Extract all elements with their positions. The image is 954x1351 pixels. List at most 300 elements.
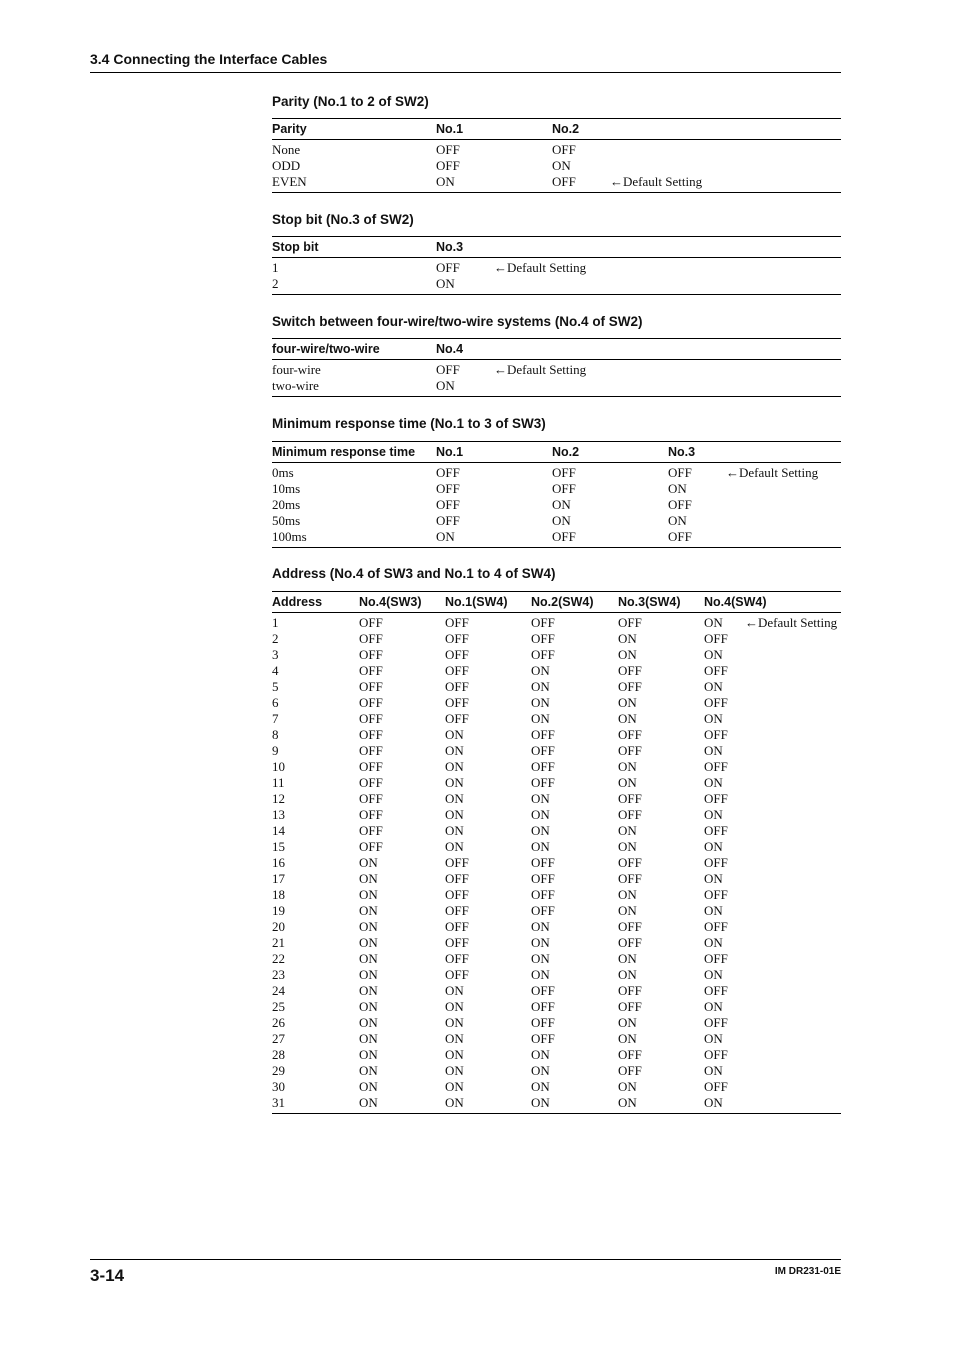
table-cell: ON bbox=[618, 631, 637, 646]
table-cell: ON bbox=[704, 1031, 723, 1046]
table-cell: 30 bbox=[272, 1079, 285, 1094]
table-cell: OFF bbox=[618, 679, 642, 694]
default-setting-note bbox=[745, 1079, 841, 1095]
table-cell: OFF bbox=[668, 465, 692, 480]
table-cell: OFF bbox=[436, 362, 460, 377]
table-cell: 100ms bbox=[272, 529, 436, 548]
table-cell: 2 bbox=[272, 276, 436, 295]
default-setting-note bbox=[745, 903, 841, 919]
table-cell: 26 bbox=[272, 1015, 285, 1030]
table-cell: ON bbox=[531, 839, 550, 854]
table-row bbox=[272, 663, 841, 679]
table-cell: OFF bbox=[436, 513, 460, 528]
table-cell: OFF bbox=[618, 983, 642, 998]
table-cell: OFF bbox=[552, 481, 576, 496]
table-cell: OFF bbox=[704, 951, 728, 966]
table-cell: 9 bbox=[272, 743, 279, 758]
table-cell: OFF bbox=[436, 158, 460, 173]
table-cell: 24 bbox=[272, 983, 285, 998]
table-cell: OFF bbox=[445, 935, 469, 950]
table-cell: ON bbox=[704, 1095, 745, 1114]
table-cell: OFF bbox=[445, 871, 469, 886]
table-cell: OFF bbox=[359, 711, 383, 726]
default-setting-note: ←Default Setting bbox=[745, 615, 838, 630]
table-cell: 20 bbox=[272, 919, 285, 934]
table-cell: OFF bbox=[704, 1015, 728, 1030]
table-row bbox=[272, 613, 841, 632]
column-header: Minimum response time bbox=[272, 442, 436, 463]
table-cell: 6 bbox=[272, 695, 279, 710]
table-cell: 21 bbox=[272, 935, 285, 950]
table-cell: ON bbox=[359, 1015, 378, 1030]
table-row bbox=[272, 775, 841, 791]
table-cell: ON bbox=[704, 615, 723, 630]
table-cell: OFF bbox=[618, 1047, 642, 1062]
table-cell: ON bbox=[445, 807, 464, 822]
table-cell: OFF bbox=[531, 631, 555, 646]
table-row bbox=[272, 887, 841, 903]
table-cell: ON bbox=[618, 967, 637, 982]
table-cell: ON bbox=[436, 378, 494, 397]
default-setting-note bbox=[745, 775, 841, 791]
table-cell: OFF bbox=[704, 631, 728, 646]
table-cell: 8 bbox=[272, 727, 279, 742]
table-cell: 5 bbox=[272, 679, 279, 694]
section-heading: 3.4 Connecting the Interface Cables bbox=[90, 51, 328, 67]
response-title: Minimum response time (No.1 to 3 of SW3) bbox=[272, 416, 546, 431]
table-cell: ON bbox=[531, 679, 550, 694]
table-cell: ON bbox=[436, 276, 494, 295]
column-header: No.4(SW4) bbox=[704, 592, 745, 613]
table-cell: ON bbox=[618, 903, 637, 918]
table-cell: 11 bbox=[272, 775, 285, 790]
table-row bbox=[272, 631, 841, 647]
default-setting-note bbox=[745, 1031, 841, 1047]
table-cell: 20ms bbox=[272, 497, 301, 512]
table-cell: ON bbox=[704, 871, 723, 886]
table-cell: OFF bbox=[552, 174, 610, 193]
default-setting-note bbox=[726, 529, 841, 548]
table-cell: 4 bbox=[272, 663, 279, 678]
page-header bbox=[90, 51, 841, 73]
table-cell: 25 bbox=[272, 999, 285, 1014]
table-cell: OFF bbox=[704, 791, 728, 806]
table-cell: ON bbox=[445, 1063, 464, 1078]
table-cell: OFF bbox=[704, 663, 728, 678]
default-setting-note bbox=[745, 807, 841, 823]
table-cell: ON bbox=[359, 1079, 378, 1094]
table-cell: OFF bbox=[704, 919, 728, 934]
table-cell: ON bbox=[618, 887, 637, 902]
table-cell: OFF bbox=[531, 871, 555, 886]
column-header: Address bbox=[272, 592, 359, 613]
header-row bbox=[272, 119, 841, 140]
column-header: No.1 bbox=[436, 442, 552, 463]
default-setting-note bbox=[745, 855, 841, 871]
default-setting-note bbox=[610, 158, 841, 174]
table-cell: ON bbox=[445, 1047, 464, 1062]
address-title: Address (No.4 of SW3 and No.1 to 4 of SW4) bbox=[272, 566, 556, 581]
table-cell: ON bbox=[704, 807, 723, 822]
table-cell: 22 bbox=[272, 951, 285, 966]
table-row bbox=[272, 276, 841, 295]
table-cell: ON bbox=[668, 513, 687, 528]
table-cell: OFF bbox=[359, 679, 383, 694]
default-setting-note bbox=[745, 1047, 841, 1063]
table-row bbox=[272, 378, 841, 397]
table-cell: ON bbox=[618, 775, 637, 790]
table-cell: 19 bbox=[272, 903, 285, 918]
table-cell: OFF bbox=[618, 807, 642, 822]
table-cell: OFF bbox=[618, 727, 642, 742]
table-cell: OFF bbox=[436, 142, 460, 157]
table-cell: OFF bbox=[618, 791, 642, 806]
table-cell: OFF bbox=[531, 855, 555, 870]
column-header: No.4(SW3) bbox=[359, 592, 445, 613]
table-cell: 13 bbox=[272, 807, 285, 822]
table-cell: ON bbox=[531, 951, 550, 966]
default-setting-note bbox=[745, 951, 841, 967]
default-setting-note bbox=[745, 839, 841, 855]
default-setting-note bbox=[745, 663, 841, 679]
table-cell: OFF bbox=[618, 999, 642, 1014]
table-cell: OFF bbox=[445, 679, 469, 694]
table-cell: 23 bbox=[272, 967, 285, 982]
table-cell: OFF bbox=[704, 983, 728, 998]
header-row bbox=[272, 339, 841, 360]
table-cell: ON bbox=[618, 951, 637, 966]
table-cell: OFF bbox=[618, 615, 642, 630]
table-row bbox=[272, 903, 841, 919]
table-cell: ON bbox=[531, 967, 550, 982]
page-footer bbox=[90, 1259, 841, 1285]
table-cell: 1 bbox=[272, 615, 279, 630]
table-cell: OFF bbox=[359, 647, 383, 662]
table-cell: ON bbox=[704, 743, 723, 758]
table-cell: ON bbox=[445, 1031, 464, 1046]
table-cell: OFF bbox=[445, 631, 469, 646]
table-cell: OFF bbox=[552, 529, 668, 548]
default-setting-note bbox=[745, 743, 841, 759]
table-cell: 14 bbox=[272, 823, 285, 838]
table-row bbox=[272, 647, 841, 663]
default-setting-note bbox=[745, 791, 841, 807]
table-cell: ON bbox=[618, 1095, 704, 1114]
table-cell: OFF bbox=[359, 631, 383, 646]
table-cell: 7 bbox=[272, 711, 279, 726]
default-setting-note bbox=[745, 711, 841, 727]
table-cell: ON bbox=[531, 663, 550, 678]
default-setting-note bbox=[745, 695, 841, 711]
table-cell: OFF bbox=[445, 695, 469, 710]
table-row bbox=[272, 140, 841, 159]
table-cell: four-wire bbox=[272, 362, 321, 377]
table-cell: ON bbox=[359, 887, 378, 902]
column-header: Stop bit bbox=[272, 237, 436, 258]
table-cell: OFF bbox=[436, 465, 460, 480]
stop-bit-table bbox=[272, 236, 841, 295]
table-cell: OFF bbox=[531, 1031, 555, 1046]
wire-table bbox=[272, 338, 841, 397]
table-cell: OFF bbox=[531, 775, 555, 790]
table-cell: ON bbox=[359, 983, 378, 998]
table-row bbox=[272, 727, 841, 743]
table-cell: OFF bbox=[704, 823, 728, 838]
table-cell: ON bbox=[359, 1095, 445, 1114]
column-header bbox=[494, 339, 841, 360]
table-cell: ON bbox=[359, 1063, 378, 1078]
header-row bbox=[272, 237, 841, 258]
table-row bbox=[272, 743, 841, 759]
table-cell: OFF bbox=[552, 142, 576, 157]
table-cell: ON bbox=[531, 1079, 550, 1094]
column-header: Parity bbox=[272, 119, 436, 140]
table-row bbox=[272, 258, 841, 277]
table-cell: ON bbox=[531, 807, 550, 822]
table-row bbox=[272, 529, 841, 548]
address-table bbox=[272, 591, 841, 1114]
table-cell: ON bbox=[552, 158, 571, 173]
default-setting-note bbox=[726, 497, 841, 513]
table-cell: ON bbox=[704, 839, 723, 854]
table-cell: ON bbox=[445, 727, 464, 742]
default-setting-note bbox=[726, 513, 841, 529]
response-table bbox=[272, 441, 841, 548]
table-row bbox=[272, 481, 841, 497]
table-row bbox=[272, 839, 841, 855]
table-cell: OFF bbox=[359, 839, 383, 854]
default-setting-note bbox=[745, 967, 841, 983]
table-row bbox=[272, 1095, 841, 1114]
table-row bbox=[272, 807, 841, 823]
table-cell: ON bbox=[445, 743, 464, 758]
table-cell: OFF bbox=[359, 775, 383, 790]
table-cell: EVEN bbox=[272, 174, 436, 193]
table-cell: ON bbox=[704, 679, 723, 694]
table-cell: ON bbox=[618, 823, 637, 838]
default-setting-note bbox=[745, 679, 841, 695]
table-cell: OFF bbox=[359, 663, 383, 678]
parity-title: Parity (No.1 to 2 of SW2) bbox=[272, 94, 429, 109]
table-cell: OFF bbox=[445, 663, 469, 678]
table-cell: ON bbox=[445, 839, 464, 854]
table-cell: OFF bbox=[445, 967, 469, 982]
table-cell: OFF bbox=[436, 497, 460, 512]
table-cell: OFF bbox=[359, 807, 383, 822]
table-cell: ON bbox=[531, 1095, 618, 1114]
table-cell: ON bbox=[359, 1031, 378, 1046]
table-cell: ON bbox=[618, 1079, 637, 1094]
table-cell: ON bbox=[445, 1015, 464, 1030]
default-setting-note bbox=[745, 999, 841, 1015]
table-cell: OFF bbox=[359, 727, 383, 742]
table-row bbox=[272, 967, 841, 983]
table-cell: OFF bbox=[359, 759, 383, 774]
table-cell: OFF bbox=[618, 871, 642, 886]
table-cell: ON bbox=[704, 935, 723, 950]
default-setting-note: ←Default Setting bbox=[494, 260, 587, 275]
table-cell: OFF bbox=[618, 743, 642, 758]
table-cell: OFF bbox=[445, 615, 469, 630]
default-setting-note bbox=[745, 935, 841, 951]
table-row bbox=[272, 711, 841, 727]
default-setting-note bbox=[745, 1063, 841, 1079]
table-cell: OFF bbox=[704, 1047, 728, 1062]
table-cell: ON bbox=[618, 839, 637, 854]
table-cell: OFF bbox=[445, 855, 469, 870]
table-cell: 10ms bbox=[272, 481, 301, 496]
default-setting-note bbox=[610, 140, 841, 159]
table-cell: OFF bbox=[704, 759, 728, 774]
table-cell: ON bbox=[552, 497, 571, 512]
table-cell: ON bbox=[531, 919, 550, 934]
table-cell: 12 bbox=[272, 791, 285, 806]
table-cell: OFF bbox=[618, 919, 642, 934]
table-cell: ON bbox=[445, 1095, 531, 1114]
table-row bbox=[272, 919, 841, 935]
table-cell: OFF bbox=[531, 727, 555, 742]
table-cell: 1 bbox=[272, 260, 279, 275]
table-cell: OFF bbox=[436, 481, 460, 496]
table-row bbox=[272, 1015, 841, 1031]
table-cell: OFF bbox=[531, 647, 555, 662]
table-cell: ON bbox=[531, 695, 550, 710]
table-cell: OFF bbox=[531, 887, 555, 902]
table-cell: ON bbox=[618, 759, 637, 774]
table-cell: OFF bbox=[531, 983, 555, 998]
table-cell: ON bbox=[531, 1063, 550, 1078]
default-setting-note bbox=[726, 481, 841, 497]
table-cell: None bbox=[272, 142, 301, 157]
table-cell: OFF bbox=[445, 887, 469, 902]
header-row bbox=[272, 592, 841, 613]
default-setting-note bbox=[745, 983, 841, 999]
table-row bbox=[272, 360, 841, 379]
table-row bbox=[272, 999, 841, 1015]
table-cell: ON bbox=[552, 513, 571, 528]
document-id: IM DR231-01E bbox=[774, 1266, 841, 1277]
table-cell: OFF bbox=[618, 663, 642, 678]
table-row bbox=[272, 791, 841, 807]
header-row bbox=[272, 442, 841, 463]
table-cell: OFF bbox=[531, 903, 555, 918]
table-cell: ON bbox=[445, 983, 464, 998]
column-header: No.3 bbox=[668, 442, 726, 463]
table-row bbox=[272, 855, 841, 871]
table-cell: ON bbox=[704, 711, 723, 726]
table-cell: OFF bbox=[445, 711, 469, 726]
table-cell: ON bbox=[618, 1031, 637, 1046]
table-row bbox=[272, 695, 841, 711]
table-cell: OFF bbox=[618, 1063, 642, 1078]
page-number: 3-14 bbox=[90, 1266, 125, 1285]
table-cell: 50ms bbox=[272, 513, 301, 528]
column-header: No.4 bbox=[436, 339, 494, 360]
table-cell: ON bbox=[359, 935, 378, 950]
table-cell: OFF bbox=[531, 759, 555, 774]
table-cell: ON bbox=[704, 967, 723, 982]
column-header: No.3 bbox=[436, 237, 494, 258]
table-cell: OFF bbox=[704, 855, 728, 870]
table-cell: OFF bbox=[668, 497, 692, 512]
table-cell: OFF bbox=[704, 887, 728, 902]
table-cell: OFF bbox=[359, 823, 383, 838]
table-cell: 27 bbox=[272, 1031, 285, 1046]
table-row bbox=[272, 871, 841, 887]
wire-title: Switch between four-wire/two-wire systems (No.4 of SW2) bbox=[272, 314, 643, 329]
column-header: No.1 bbox=[436, 119, 552, 140]
table-cell: ON bbox=[531, 823, 550, 838]
default-setting-note bbox=[494, 276, 841, 295]
table-row bbox=[272, 935, 841, 951]
table-cell: OFF bbox=[359, 695, 383, 710]
default-setting-note: ←Default Setting bbox=[610, 174, 841, 193]
column-header bbox=[494, 237, 841, 258]
table-cell: two-wire bbox=[272, 378, 436, 397]
default-setting-note bbox=[745, 823, 841, 839]
table-cell: ON bbox=[359, 919, 378, 934]
table-row bbox=[272, 679, 841, 695]
table-cell: OFF bbox=[618, 855, 642, 870]
column-header: No.3(SW4) bbox=[618, 592, 704, 613]
table-cell: OFF bbox=[359, 615, 383, 630]
table-row bbox=[272, 951, 841, 967]
default-setting-note bbox=[745, 1095, 841, 1114]
default-setting-note bbox=[745, 871, 841, 887]
column-header: four-wire/two-wire bbox=[272, 339, 436, 360]
table-cell: ON bbox=[445, 1079, 464, 1094]
table-cell: OFF bbox=[552, 465, 576, 480]
table-cell: ON bbox=[436, 174, 552, 193]
table-cell: OFF bbox=[445, 919, 469, 934]
table-cell: OFF bbox=[531, 1015, 555, 1030]
table-cell: ON bbox=[445, 775, 464, 790]
table-cell: 18 bbox=[272, 887, 285, 902]
table-row bbox=[272, 1031, 841, 1047]
column-header: No.2 bbox=[552, 442, 668, 463]
table-cell: ON bbox=[359, 967, 378, 982]
default-setting-note bbox=[745, 759, 841, 775]
column-header: No.1(SW4) bbox=[445, 592, 531, 613]
table-row bbox=[272, 1047, 841, 1063]
default-setting-note bbox=[745, 919, 841, 935]
table-row bbox=[272, 174, 841, 193]
table-cell: ON bbox=[531, 791, 550, 806]
table-cell: 15 bbox=[272, 839, 285, 854]
table-row bbox=[272, 759, 841, 775]
table-cell: ON bbox=[359, 855, 378, 870]
table-cell: ON bbox=[436, 529, 552, 548]
default-setting-note bbox=[494, 378, 841, 397]
table-cell: ON bbox=[618, 711, 637, 726]
table-cell: ON bbox=[445, 759, 464, 774]
column-header: No.2(SW4) bbox=[531, 592, 618, 613]
default-setting-note bbox=[745, 727, 841, 743]
table-cell: ON bbox=[445, 999, 464, 1014]
table-cell: ON bbox=[359, 903, 378, 918]
table-cell: ON bbox=[359, 1047, 378, 1062]
table-cell: ON bbox=[618, 695, 637, 710]
table-cell: ON bbox=[704, 775, 723, 790]
table-cell: ON bbox=[704, 1063, 723, 1078]
table-cell: OFF bbox=[668, 529, 726, 548]
table-cell: OFF bbox=[704, 1079, 728, 1094]
table-row bbox=[272, 158, 841, 174]
default-setting-note: ←Default Setting bbox=[726, 465, 819, 480]
table-cell: 16 bbox=[272, 855, 285, 870]
table-cell: ON bbox=[445, 791, 464, 806]
table-cell: 2 bbox=[272, 631, 279, 646]
